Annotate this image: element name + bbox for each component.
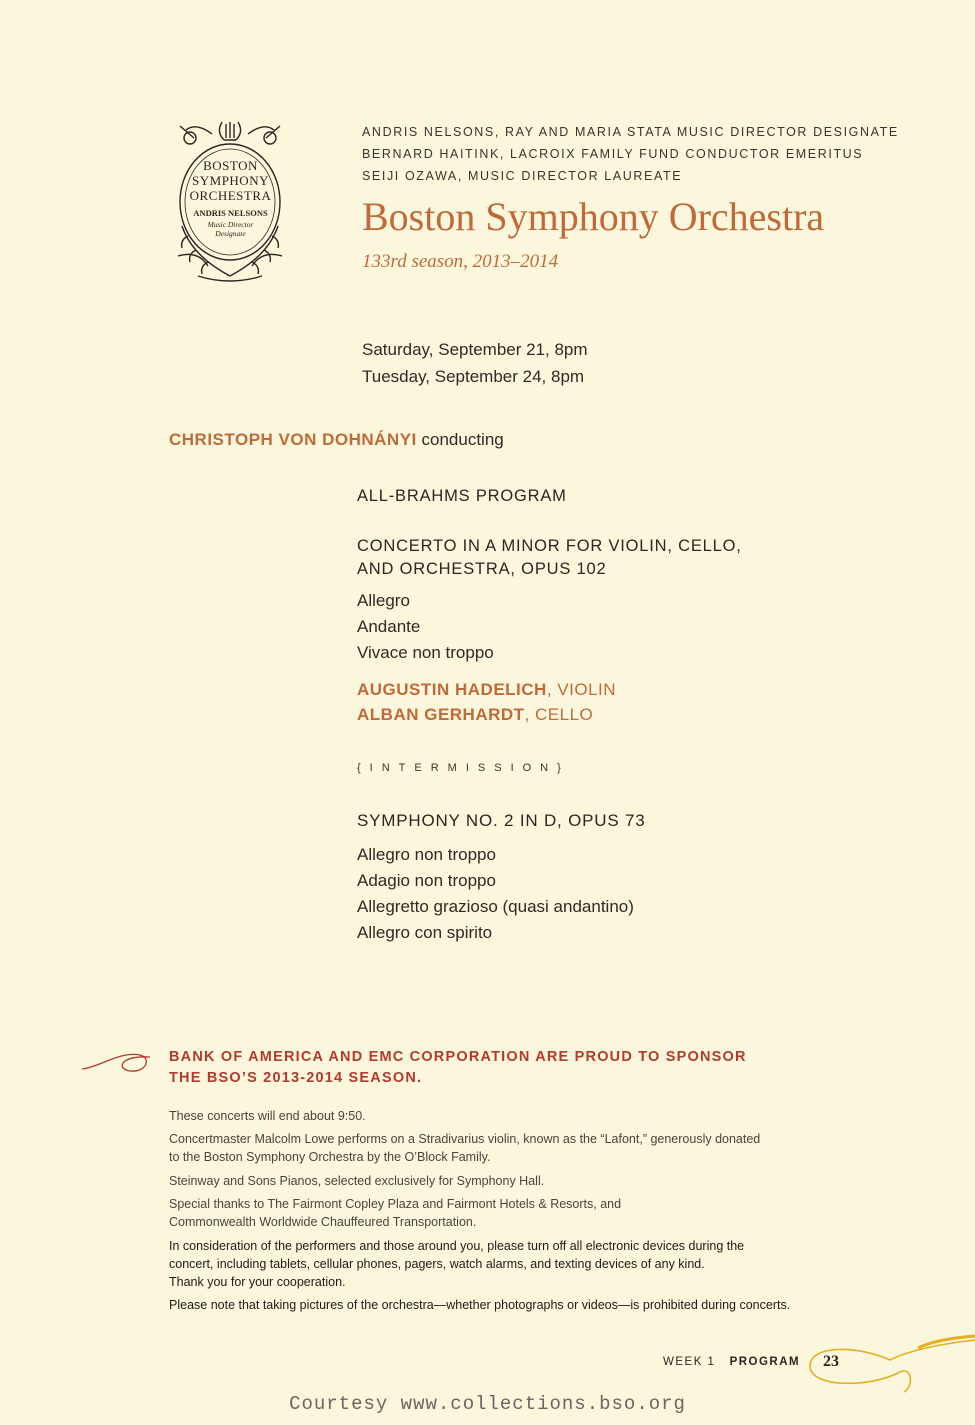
movement-item: Allegro xyxy=(357,591,410,610)
sponsor-notice xyxy=(169,1047,747,1089)
concert-dates xyxy=(362,336,588,390)
page-number: 23 xyxy=(823,1353,839,1370)
movement-item: Allegro non troppo xyxy=(357,845,496,864)
work1-movements xyxy=(357,588,494,666)
page-footer xyxy=(663,1356,800,1368)
soloists xyxy=(357,677,616,727)
conductor-credit xyxy=(169,430,504,450)
conductor-role: conducting xyxy=(421,430,504,449)
courtesy-watermark: Courtesy www.collections.bso.org xyxy=(289,1393,686,1415)
soloist-cello xyxy=(357,702,616,727)
intermission-label: {INTERMISSION} xyxy=(357,762,570,774)
sponsor-line: THE BSO’S 2013-2014 SEASON. xyxy=(169,1070,423,1086)
logo-sub-role: Music Director xyxy=(207,220,254,229)
note-pianos: Steinway and Sons Pianos, selected exclusively for Symphony Hall. xyxy=(169,1174,545,1188)
footer-week: WEEK 1 xyxy=(663,1356,716,1368)
note-photos: Please note that taking pictures of the orchestra—whether photographs or videos—is prohibited during concerts. xyxy=(169,1298,791,1312)
movement-item: Andante xyxy=(357,617,421,636)
movement-item: Vivace non troppo xyxy=(357,643,494,662)
soloist-violin xyxy=(357,677,616,702)
soloist-instrument: , CELLO xyxy=(524,705,594,724)
note-line: Commonwealth Worldwide Chauffeured Transportation. xyxy=(169,1215,477,1229)
logo-line-symphony: SYMPHONY xyxy=(192,173,269,188)
bso-logo xyxy=(168,116,293,284)
work2-movements xyxy=(357,842,634,946)
note-line: concert, including tablets, cellular phones, pagers, watch alarms, and texting devices of any kind. xyxy=(169,1257,705,1271)
director-line: BERNARD HAITINK, LACROIX FAMILY FUND CONDUCTOR EMERITUS xyxy=(362,147,864,161)
movement-item: Allegro con spirito xyxy=(357,923,493,942)
note-line: In consideration of the performers and those around you, please turn off all electronic devices during the xyxy=(169,1239,745,1253)
work2-title: SYMPHONY NO. 2 IN D, OPUS 73 xyxy=(357,811,646,830)
movement-item: Allegretto grazioso (quasi andantino) xyxy=(357,897,634,916)
swash-ornament-icon xyxy=(80,1045,152,1079)
work1-title xyxy=(357,535,742,581)
work1-title-line: CONCERTO IN A MINOR FOR VIOLIN, CELLO, xyxy=(357,537,742,555)
soloist-instrument: , VIOLIN xyxy=(546,680,617,699)
footer-section: PROGRAM xyxy=(729,1356,801,1368)
director-line: SEIJI OZAWA, MUSIC DIRECTOR LAUREATE xyxy=(362,169,683,183)
note-line: Concertmaster Malcolm Lowe performs on a Stradivarius violin, known as the “Lafont,” generously donated xyxy=(169,1132,761,1146)
season-subtitle: 133rd season, 2013–2014 xyxy=(362,251,559,272)
date-line: Tuesday, September 24, 8pm xyxy=(362,367,585,386)
date-line: Saturday, September 21, 8pm xyxy=(362,340,588,359)
logo-sub-designate: Designate xyxy=(215,229,246,238)
logo-line-orchestra: ORCHESTRA xyxy=(189,188,272,203)
program-heading: ALL-BRAHMS PROGRAM xyxy=(357,487,567,505)
note-line: to the Boston Symphony Orchestra by the O’Block Family. xyxy=(169,1150,491,1164)
work1-title-line: AND ORCHESTRA, OPUS 102 xyxy=(357,560,607,578)
logo-line-boston: BOSTON xyxy=(203,158,258,173)
movement-item: Adagio non troppo xyxy=(357,871,496,890)
note-violin xyxy=(169,1130,760,1166)
page-title: Boston Symphony Orchestra xyxy=(362,194,825,239)
soloist-name: AUGUSTIN HADELICH xyxy=(357,680,547,699)
note-line: Thank you for your cooperation. xyxy=(169,1275,346,1289)
conductor-name: CHRISTOPH VON DOHNÁNYI xyxy=(169,430,417,449)
director-line: ANDRIS NELSONS, RAY AND MARIA STATA MUSIC DIRECTOR DESIGNATE xyxy=(362,125,899,139)
note-devices xyxy=(169,1237,744,1291)
directors-list xyxy=(362,121,899,187)
note-line: Special thanks to The Fairmont Copley Plaza and Fairmont Hotels & Resorts, and xyxy=(169,1197,622,1211)
note-end-time: These concerts will end about 9:50. xyxy=(169,1109,366,1123)
soloist-name: ALBAN GERHARDT xyxy=(357,705,525,724)
note-thanks xyxy=(169,1195,621,1231)
logo-sub-name: ANDRIS NELSONS xyxy=(193,208,268,218)
sponsor-line: BANK OF AMERICA AND EMC CORPORATION ARE PROUD TO SPONSOR xyxy=(169,1049,747,1065)
